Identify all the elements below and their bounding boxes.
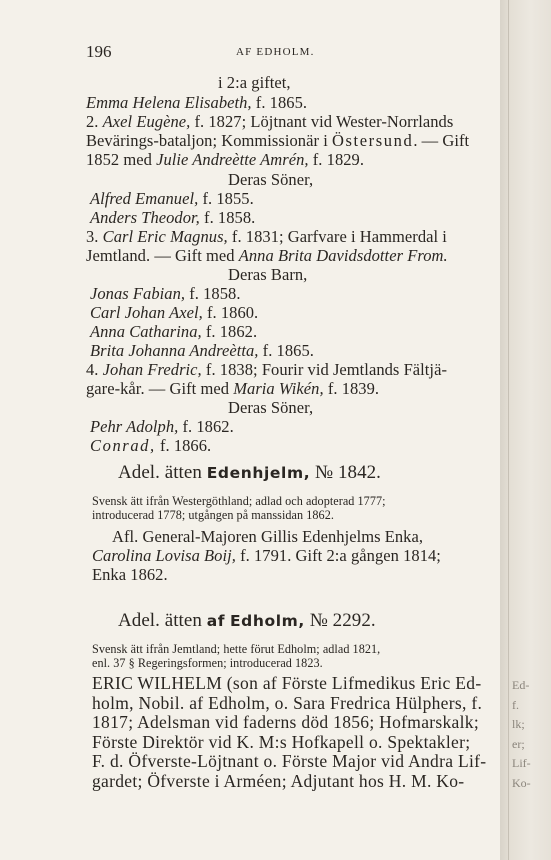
section-heading-edenhjelm [118,462,381,484]
entry-line [86,132,469,150]
entry-line [86,94,307,112]
entry-text: f. 1858. [185,284,241,303]
running-title: AF EDHOLM. [236,46,315,58]
entry-text: f. 1838; Fourir vid Jemtlands Fältjä- [201,360,447,379]
facing-page-fragment: lk; [512,717,525,731]
body-line: Enka 1862. [92,565,168,584]
person-name: Brita Johanna Andreètta, [90,341,259,360]
heading-prefix: Adel. ätten [118,462,202,483]
person-name: Julie Andreètte Amrén, [156,150,309,169]
entry-text: f. 1862. [201,322,258,341]
person-name: Maria Wikén, [233,379,324,398]
entry-line [90,209,255,227]
facing-page-fragment: Ed- [512,678,530,692]
family-number: № 1842. [315,462,381,483]
entry-text: f. 1839. [323,379,380,398]
heading-prefix: Adel. ätten [118,610,202,631]
person-name: Pehr Adolph, [90,417,179,436]
entry-text: gare-kår. — Gift med [86,379,234,398]
person-name: Anders Theodor, [90,208,200,227]
family-number: № 2292. [309,610,376,631]
person-name: Conrad, [90,436,156,455]
entry-line [90,190,254,208]
entry-line [90,418,234,436]
entry-text: Deras Barn, [228,265,308,284]
entry-line [86,380,379,398]
body-line: Afl. General-Majoren Gillis Edenhjelms Enka, [112,527,424,546]
entry-text: f. 1831; Garfvare i Hammerdal i [227,227,447,246]
entry-text: f. 1829. [308,150,365,169]
body-line [92,547,441,565]
family-name: Edenhjelm, [206,464,311,482]
entry-text: f. 1866. [155,436,212,455]
facing-page-edge [500,0,551,860]
entry-line [86,228,447,246]
entry-line [228,399,313,417]
entry-text: f. 1827; Löjtnant vid Wester-Norrlands [190,112,454,131]
entry-text: f. 1862. [178,417,234,436]
entry-text: 3. [86,227,103,246]
entry-text: i 2:a giftet, [218,73,291,92]
heading-af: af [206,612,226,630]
entry-line [90,304,258,322]
person-name: Johan Fredric, [102,360,202,379]
entry-text: 2. [86,112,103,131]
entry-line [90,323,257,341]
page-number: 196 [86,42,112,61]
entry-text: 4. [86,360,103,379]
entry-line [90,285,241,303]
body-line: holm, Nobil. af Edholm, o. Sara Fredrica Hülphers, f. [92,692,483,713]
entry-text: Jemtland. — Gift med [86,246,239,265]
entry-text: f. 1858. [199,208,256,227]
entry-text: f. 1865. [251,93,308,112]
entry-text: Bevärings-bataljon; Kommissionär i [86,131,333,150]
person-name: Jonas Fabian, [90,284,186,303]
family-name: Edholm, [229,612,305,630]
family-description-line: enl. 37 § Regeringsformen; introducerad 1823. [92,656,323,670]
entry-text: Deras Söner, [228,398,314,417]
person-name: Anna Catharina, [90,322,202,341]
body-line: F. d. Öfverste-Löjtnant o. Förste Major vid Andra Lif- [92,751,487,771]
entry-text: Östersund [332,131,414,150]
entry-text: . — Gift [413,131,470,150]
entry-line [86,151,364,169]
body-line: gardet; Öfverste i Arméen; Adjutant hos H. M. Ko- [92,770,465,791]
entry-text: f. 1855. [198,189,254,208]
facing-page-fragment: Ko- [512,775,531,790]
entry-text: Deras Söner, [228,170,314,189]
facing-page-fragment: f. [512,697,519,712]
person-name: Carl Eric Magnus, [102,227,228,246]
person-name: Carolina Lovisa Boij, [92,546,236,565]
entry-text: f. 1865. [258,341,314,360]
person-name: Axel Eugène, [102,112,191,131]
person-name: Anna Brita Davidsdotter From. [238,246,448,265]
section-heading-edholm [118,610,376,632]
person-name: Emma Helena Elisabeth, [86,93,252,112]
entry-line [86,247,448,265]
entry-line [86,361,447,379]
family-description-line: Svensk ätt ifrån Westergöthland; adlad och adopterad 1777; [92,494,386,508]
entry-line [228,266,307,284]
person-name: Alfred Emanuel, [90,189,199,208]
entry-text: 1852 med [86,150,157,169]
entry-line [218,74,291,92]
entry-line [228,171,313,189]
facing-page-fragment: Lif- [512,756,531,770]
body-line: 1817; Adelsman vid faderns död 1856; Hofmarskalk; [92,712,480,732]
person-details: f. 1791. Gift 2:a gången 1814; [235,546,441,565]
body-line: ERIC WILHELM (son af Förste Lifmedikus Eric Ed- [92,673,482,693]
entry-line [90,342,314,360]
family-description-line: Svensk ätt ifrån Jemtland; hette förut Edholm; adlad 1821, [92,642,381,656]
entry-text: f. 1860. [202,303,259,322]
entry-line [90,437,211,455]
body-line: Förste Direktör vid K. M:s Hofkapell o. Spektakler; [92,731,471,752]
family-description-line: introducerad 1778; utgången på manssidan 1862. [92,508,334,522]
person-name: Carl Johan Axel, [90,303,203,322]
facing-page-fragment: er; [512,736,525,751]
entry-line [86,113,453,131]
